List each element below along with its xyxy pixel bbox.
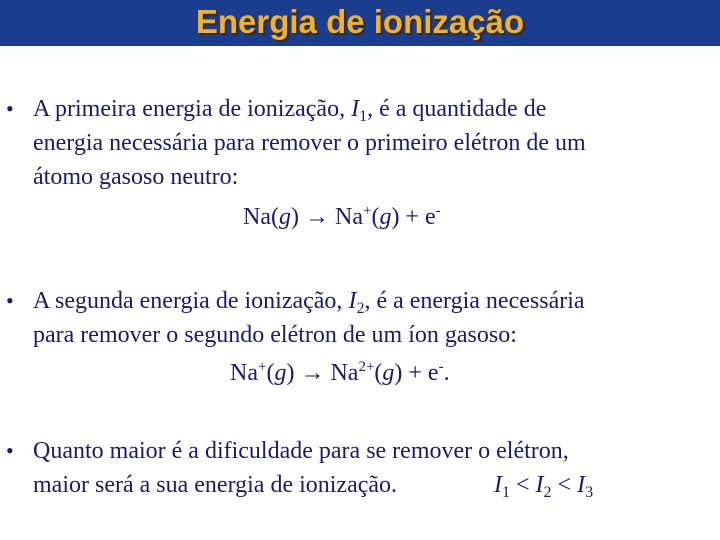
text-line: para remover o segundo elétron de um íon gasoso:	[33, 322, 517, 348]
bullet-text	[33, 92, 713, 194]
bullet-marker: •	[6, 288, 14, 313]
ionization-inequality: $I_1 < I_2 < I_3$	[494, 472, 594, 501]
arrow-icon: →	[304, 204, 329, 230]
equation-second-ionization: $Na^+(g) \to Na^{2+}(g) + e^-$.	[230, 359, 450, 386]
text-line: Quanto maior é a dificuldade para se remover o elétron,	[33, 438, 569, 464]
text-line: átomo gasoso neutro:	[33, 164, 239, 190]
bullet-text	[33, 284, 713, 352]
arrow-icon: →	[300, 360, 325, 386]
text-line: maior será a sua energia de ionização.	[33, 472, 398, 498]
bullet-marker: •	[6, 96, 14, 121]
text-line: A primeira energia de ionização, $I_1$, é a quantidade de	[33, 96, 547, 125]
bullet-text	[33, 434, 713, 502]
text-line: energia necessária para remover o primeiro elétron de um	[33, 130, 586, 156]
equation-first-ionization: Na(g) → Na+(g) + e-	[243, 203, 441, 230]
slide-title: Energia de ionização	[195, 3, 525, 40]
text-line: A segunda energia de ionização, $I_2$, é a energia necessária	[33, 288, 585, 317]
bullet-marker: •	[6, 438, 14, 463]
